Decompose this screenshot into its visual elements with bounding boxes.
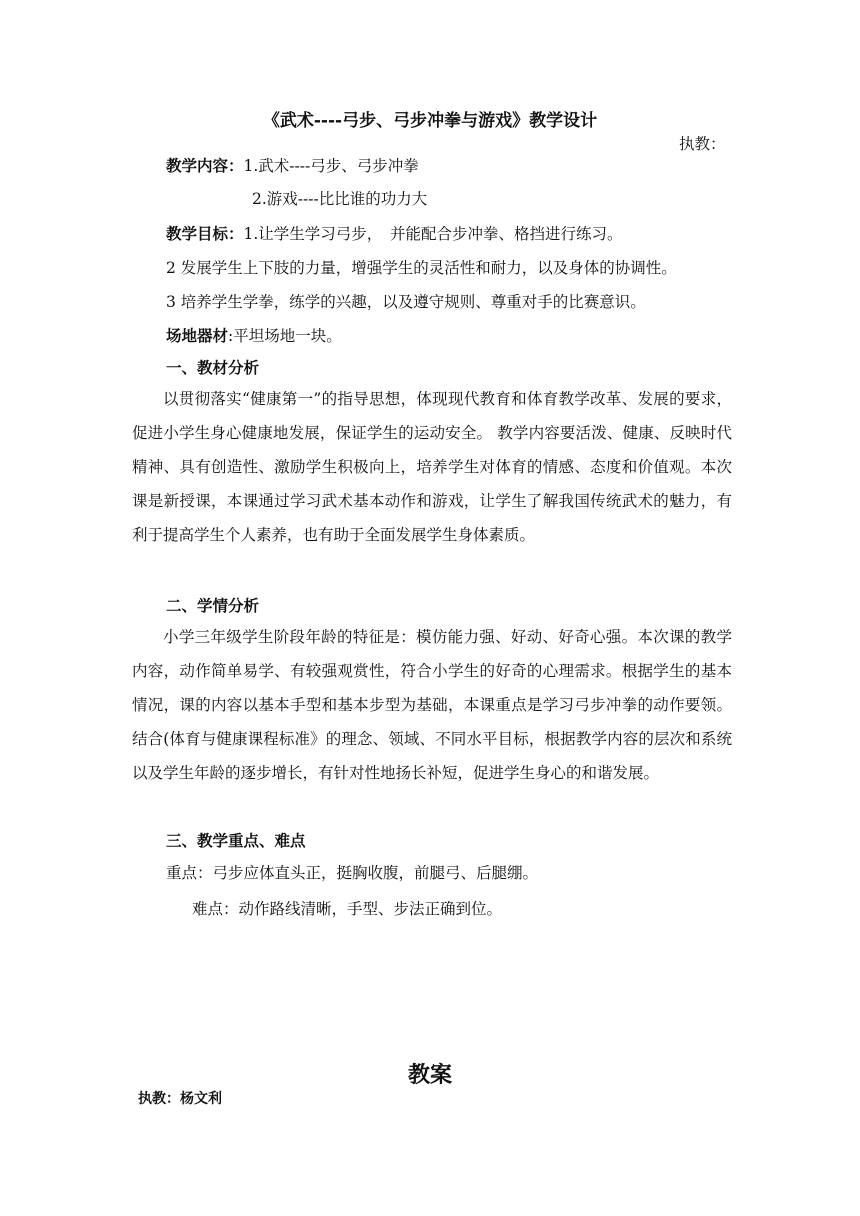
teaching-goal-item-3: 3 培养学生学拳，练学的兴趣，以及遵守规则、尊重对手的比赛意识。	[166, 293, 646, 311]
teacher-label-top: 执教：	[679, 135, 726, 153]
venue-equipment-text: :平坦场地一块。	[228, 327, 342, 345]
venue-equipment-label: 场地器材	[166, 327, 229, 345]
difficult-point-text: 难点：动作路线清晰，手型、步法正确到位。	[192, 900, 503, 918]
teacher-name-bottom: 执教：杨文利	[138, 1091, 222, 1107]
teaching-content-item-1: 1.武术----弓步、弓步冲拳	[243, 157, 419, 175]
teaching-content-line-1	[166, 154, 419, 176]
venue-equipment-line	[166, 324, 342, 346]
section-2-heading: 二、学情分析	[166, 597, 260, 615]
teaching-goal-item-2: 2 发展学生上下肢的力量，增强学生的灵活性和耐力，以及身体的协调性。	[166, 259, 677, 277]
document-title: 《武术----弓步、弓步冲拳与游戏》教学设计	[262, 111, 598, 131]
lesson-plan-title: 教案	[407, 1063, 452, 1088]
teaching-content-item-2: 2.游戏----比比谁的功力大	[252, 190, 428, 208]
teaching-content-label: 教学内容：	[166, 157, 244, 175]
teaching-goal-label: 教学目标：	[166, 225, 244, 243]
section-1-paragraph: 以贯彻落实“健康第一”的指导思想，体现现代教育和体育教学改革、发展的要求，促进小学生身心健康地发展，保证学生的运动安全。 教学内容要活泼、健康、反映时代精神、具有创造性、激励学生积极向上，培养学生对体育的情感、态度和价值观。本次课是新授课，本课通过学习武术基本动作和游戏，让学生了解我国传统武术的魅力，有利于提高学生个人素养，也有助于全面发展学生身体素质。	[132, 390, 732, 544]
key-point-text: 重点：弓步应体直头正，挺胸收腹，前腿弓、后腿绷。	[166, 864, 539, 882]
section-3-heading: 三、教学重点、难点	[166, 832, 306, 850]
section-2-paragraph: 小学三年级学生阶段年龄的特征是：模仿能力强、好动、好奇心强。本次课的教学内容，动作简单易学、有较强观赏性，符合小学生的好奇的心理需求。根据学生的基本情况，课的内容以基本手型和基本步型为基础，本课重点是学习弓步冲拳的动作要领。结合(体育与健康课程标准》的理念、领域、不同水平目标，根据教学内容的层次和系统以及学生年龄的逐步增长，有针对性地扬长补短，促进学生身心的和谐发展。	[132, 628, 732, 782]
section-1-heading: 一、教材分析	[166, 359, 260, 377]
teaching-goal-line-1	[166, 222, 623, 244]
teaching-goal-item-1: 1.让学生学习弓步， 并能配合步冲拳、格挡进行练习。	[243, 225, 623, 243]
